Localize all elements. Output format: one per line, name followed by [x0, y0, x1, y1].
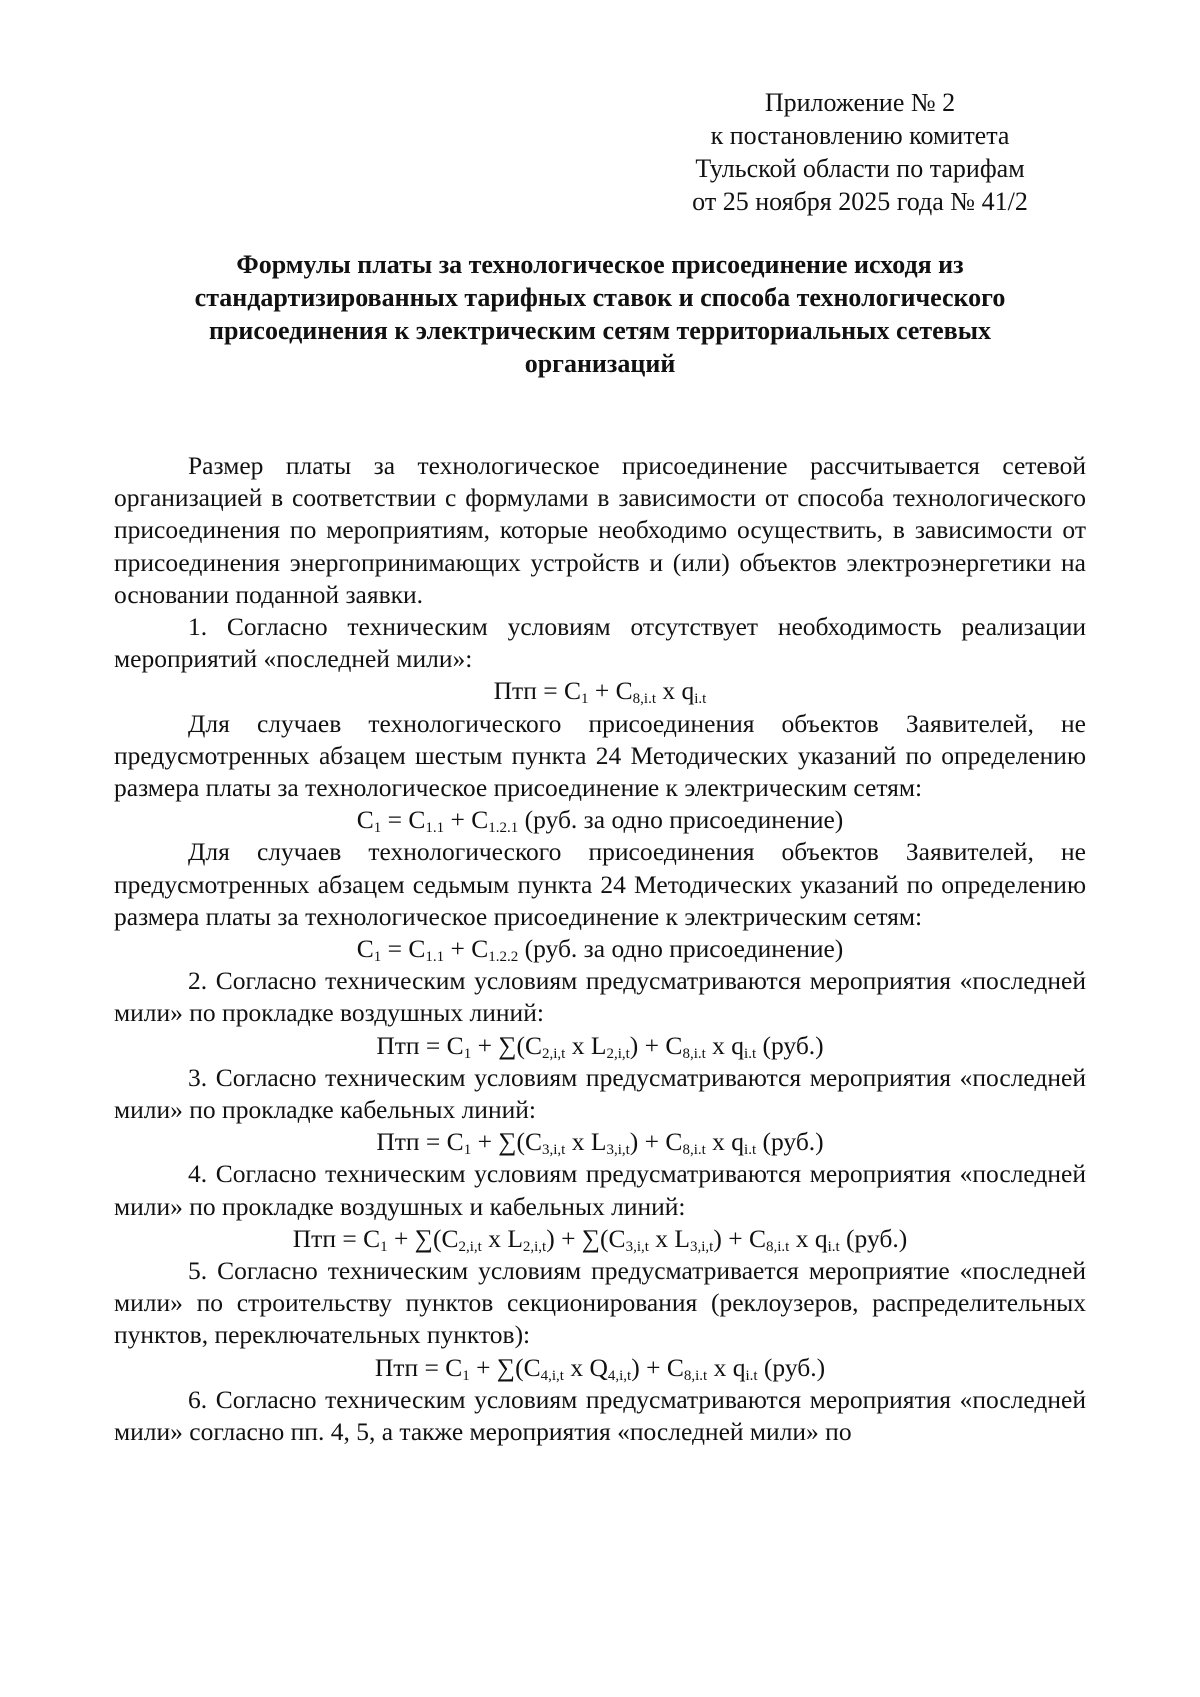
appendix-header [640, 86, 1080, 218]
title-line: организаций [524, 349, 676, 378]
formula-1: Птп = $C_1 + C_{8,i.t}$ x $q_{i.t}$ [493, 676, 707, 708]
paragraph-seventh-clause: Для случаев технологического присоединения объектов Заявителей, не предусмотренных абзацем седьмым пункта 24 Методических указаний по определению размера платы за технологическое присоединение к электрическим сетям: [114, 837, 1086, 931]
item-6-paragraph: 6. Согласно техническим условиям предусматриваются мероприятия «последней мили» согласно пп. 4, 5, а также мероприятия «последней мили» по [114, 1384, 1086, 1447]
item-1-paragraph: 1. Согласно техническим условиям отсутствует необходимость реализации мероприятий «последней мили»: [114, 612, 1086, 674]
item-4-paragraph: 4. Согласно техническим условиям предусматриваются мероприятия «последней мили» по прокладке воздушных и кабельных линий: [114, 1159, 1086, 1221]
title-line: стандартизированных тарифных ставок и способа технологического [194, 283, 1006, 312]
appendix-committee: Тульской области по тарифам [695, 154, 1025, 183]
appendix-number: Приложение № 2 [764, 88, 956, 117]
formula-c1-variant-2: $C_1 = C_{1.1} + C_{1.2.2}$ (руб. за одно присоединение) [356, 934, 844, 966]
item-3-paragraph: 3. Согласно техническим условиям предусматриваются мероприятия «последней мили» по прокладке кабельных линий: [114, 1062, 1086, 1125]
formula-4: Птп = $C_1 + \sum(C_{2,i,t}$ x $L_{2,i,t}) + \sum(C_{3,i,t}$ x $L_{3,i,t}) + C_{8,i.t}$ x $q_{i.t}$ (руб.) [292, 1223, 908, 1255]
appendix-date: от 25 ноября 2025 года № 41/2 [692, 187, 1028, 216]
intro-paragraph: Размер платы за технологическое присоединение рассчитывается сетевой организацией в соответствии с формулами в зависимости от способа технологического присоединения по мероприятиям, которые необходимо осуществить, в зависимости от присоединения энергопринимающих устройств и (или) объектов электроэнергетики на основании поданной заявки. [114, 451, 1086, 609]
appendix-resolution: к постановлению комитета [710, 121, 1010, 150]
formula-c1-variant-1: $C_1 = C_{1.1} + C_{1.2.1}$ (руб. за одно присоединение) [356, 805, 844, 837]
title-line: присоединения к электрическим сетям территориальных сетевых [208, 316, 992, 345]
item-5-paragraph: 5. Согласно техническим условиям предусматривается мероприятие «последней мили» по строительству пунктов секционирования (реклоузеров, распределительных пунктов, переключательных пунктов): [114, 1256, 1086, 1350]
item-2-paragraph: 2. Согласно техническим условиям предусматриваются мероприятия «последней мили» по прокладке воздушных линий: [114, 966, 1086, 1028]
formula-5: Птп = $C_1 + \sum(C_{4,i,t}$ x $Q_{4,i,t}) + C_{8,i.t}$ x $q_{i.t}$ (руб.) [374, 1352, 826, 1384]
document-title [120, 248, 1080, 380]
document-body [114, 450, 1086, 1448]
formula-3: Птп = $C_1 + \sum(C_{3,i,t}$ x $L_{3,i,t}) + C_{8,i.t}$ x $q_{i.t}$ (руб.) [376, 1127, 824, 1159]
title-line: Формулы платы за технологическое присоединение исходя из [236, 250, 964, 279]
paragraph-sixth-clause: Для случаев технологического присоединения объектов Заявителей, не предусмотренных абзацем шестым пункта 24 Методических указаний по определению размера платы за технологическое присоединение к электрическим сетям: [114, 708, 1086, 803]
formula-2: Птп = $C_1 + \sum(C_{2,i,t}$ x $L_{2,i,t}) + C_{8,i.t}$ x $q_{i.t}$ (руб.) [376, 1030, 824, 1062]
